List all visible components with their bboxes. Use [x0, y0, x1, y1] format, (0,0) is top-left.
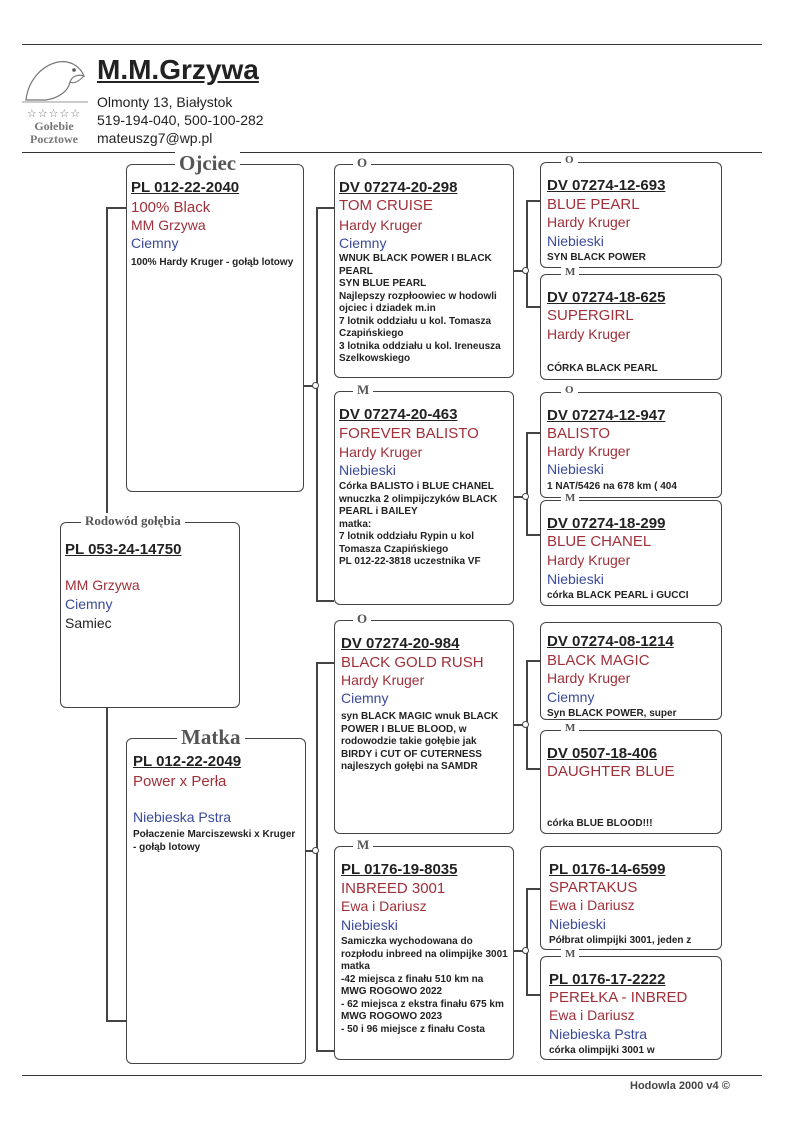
mf-name: BLACK GOLD RUSH — [341, 654, 484, 671]
mmf-color: Niebieski — [549, 916, 606, 932]
subject-card[interactable] — [60, 513, 240, 708]
logo-text-1: Gołebie — [34, 119, 74, 133]
fmf-sex-label: O — [561, 384, 578, 396]
mmm-sex-label: M — [561, 948, 579, 960]
fm-note: Córka BALISTO i BLUE CHANEL wnuczka 2 olimpijczyków BLACK PEARL i BAILEY matka: 7 lotnik oddziału Rypin u kol Tomasza Czapińskiego PL 012-22-3818 uczestnika VF — [339, 481, 498, 567]
owner-address: Olmonty 13, Białystok — [97, 94, 233, 110]
mother-name: Power x Perła — [133, 773, 227, 790]
ffm-ring: DV 07274-18-625 — [547, 289, 666, 306]
ffm-breeder: Hardy Kruger — [547, 326, 631, 342]
fff-breeder: Hardy Kruger — [547, 214, 631, 230]
connector-h — [526, 888, 540, 890]
fmf-card[interactable] — [540, 384, 722, 498]
fmf-breeder: Hardy Kruger — [547, 443, 631, 459]
fmf-color: Niebieski — [547, 461, 604, 477]
header-bottom-rule — [22, 152, 762, 153]
mfm-card[interactable] — [540, 722, 722, 834]
subject-color: Ciemny — [65, 596, 113, 612]
connector-h — [526, 534, 540, 536]
fm-sex-label: M — [353, 382, 373, 398]
mfm-ring: DV 0507-18-406 — [547, 745, 658, 762]
mf-breeder: Hardy Kruger — [341, 672, 425, 688]
connector-mother-parents — [316, 662, 318, 1050]
connector-father-h — [106, 207, 126, 209]
mmf-ring: PL 0176-14-6599 — [549, 861, 666, 878]
connector-h — [526, 306, 540, 308]
ffm-sex-label: M — [561, 266, 579, 278]
fm-ring: DV 07274-20-463 — [339, 406, 458, 423]
ff-sex-label: O — [353, 155, 371, 171]
father-note: 100% Hardy Kruger - gołąb lotowy — [131, 257, 294, 268]
father-name: 100% Black — [131, 199, 211, 216]
mmf-note: Półbrat olimpijki 3001, jeden z — [549, 935, 692, 946]
father-color: Ciemny — [131, 235, 179, 251]
mmm-card[interactable] — [540, 948, 722, 1060]
mmf-card[interactable] — [540, 846, 722, 950]
ff-card[interactable] — [334, 155, 514, 378]
connector-father — [106, 207, 108, 517]
father-card[interactable] — [126, 151, 304, 492]
mmf-name: SPARTAKUS — [549, 879, 638, 896]
fff-note: SYN BLACK POWER — [547, 252, 646, 263]
connector-fm-parents — [526, 432, 528, 534]
connector-mother-h — [106, 1020, 126, 1022]
mff-name: BLACK MAGIC — [547, 652, 650, 669]
subject-breeder: MM Grzywa — [65, 577, 140, 593]
fff-name: BLUE PEARL — [547, 196, 640, 213]
mff-breeder: Hardy Kruger — [547, 670, 631, 686]
father-breeder: MM Grzywa — [131, 217, 206, 233]
header-top-rule — [22, 44, 762, 45]
mf-color: Ciemny — [341, 690, 389, 706]
junction-dot — [522, 493, 529, 500]
connector-mother — [106, 708, 108, 1020]
mmf-breeder: Ewa i Dariusz — [549, 897, 635, 913]
subject-sex: Samiec — [65, 615, 112, 631]
mff-color: Ciemny — [547, 689, 595, 705]
owner-email[interactable]: mateuszg7@wp.pl — [97, 130, 213, 146]
junction-dot — [522, 947, 529, 954]
connector-mm — [316, 1050, 334, 1052]
mf-note: syn BLACK MAGIC wnuk BLACK POWER I BLUE BLOOD, w rodowodzie takie gołębie jak BIRDY i CUT OF CUTERNESS najleszych gołębi na SAMDR — [341, 711, 499, 772]
connector-ff-parents — [526, 200, 528, 306]
fff-sex-label: O — [561, 154, 578, 166]
mff-note: Syn BLACK POWER, super — [547, 708, 677, 719]
father-ring: PL 012-22-2040 — [131, 179, 240, 196]
logo-stars: ☆☆☆☆☆ — [26, 108, 82, 120]
mother-label: Matka — [177, 725, 245, 750]
mmm-breeder: Ewa i Dariusz — [549, 1007, 635, 1023]
connector-h — [526, 200, 540, 202]
ff-note: WNUK BLACK POWER I BLACK PEARL SYN BLUE PEARL Najlepszy rozpłoowiec w hodowli ojciec i dziadek m.in 7 lotnik oddziału u kol. Tomasza Czapińskiego 3 lotnika oddziału u kol. Ireneusza Szelkowskiego — [339, 253, 501, 364]
mf-card[interactable] — [334, 611, 514, 834]
connector-father-parents — [316, 207, 318, 601]
ff-ring: DV 07274-20-298 — [339, 179, 458, 196]
mfm-sex-label: M — [561, 722, 579, 734]
mmm-color: Niebieska Pstra — [549, 1026, 648, 1042]
mff-card[interactable] — [540, 622, 722, 720]
mmm-name: PEREŁKA - INBRED — [549, 989, 688, 1006]
fm-name: FOREVER BALISTO — [339, 425, 479, 442]
junction-dot — [312, 382, 319, 389]
ff-breeder: Hardy Kruger — [339, 217, 423, 233]
ffm-note: CÓRKA BLACK PEARL — [547, 363, 658, 374]
mm-note: Samiczka wychodowana do rozpłodu inbreed na olimpijke 3001 matka -42 miejsca z finału 510 km na MWG ROGOWO 2022 - 62 miejsca z ekstra finału 675 km MWG ROGOWO 2023 - 50 i 96 miejsce z finału Costa — [341, 936, 508, 1035]
mother-card[interactable] — [126, 725, 306, 1064]
owner-name: M.M.Grzywa — [97, 54, 259, 85]
logo-text-2: Pocztowe — [30, 132, 78, 146]
mfm-note: córka BLUE BLOOD!!! — [547, 818, 653, 829]
subject-ring: PL 053-24-14750 — [65, 541, 182, 558]
fmm-name: BLUE CHANEL — [547, 533, 652, 550]
fmf-name: BALISTO — [547, 425, 611, 442]
connector-h — [526, 660, 540, 662]
mm-card[interactable] — [334, 837, 514, 1060]
junction-dot — [522, 721, 529, 728]
mf-sex-label: O — [353, 611, 371, 627]
connector-h — [526, 768, 540, 770]
junction-dot — [522, 267, 529, 274]
fm-breeder: Hardy Kruger — [339, 444, 423, 460]
fmm-card[interactable] — [540, 492, 722, 606]
footer-software: Hodowla 2000 v4 © — [630, 1080, 730, 1092]
fmm-ring: DV 07274-18-299 — [547, 515, 666, 532]
mm-breeder: Ewa i Dariusz — [341, 898, 427, 914]
fmm-sex-label: M — [561, 492, 579, 504]
fm-card[interactable] — [334, 382, 514, 605]
mf-ring: DV 07274-20-984 — [341, 635, 460, 652]
pedigree-label: Rodowód gołębia — [81, 513, 185, 529]
connector-mm-parents — [526, 888, 528, 994]
connector-mf — [316, 662, 334, 664]
mfm-name: DAUGHTER BLUE — [547, 763, 675, 780]
mm-color: Niebieski — [341, 917, 398, 933]
fff-color: Niebieski — [547, 233, 604, 249]
mother-color: Niebieska Pstra — [133, 809, 232, 825]
ff-name: TOM CRUISE — [339, 197, 433, 214]
mm-name: INBREED 3001 — [341, 880, 446, 897]
logo — [18, 52, 90, 148]
pigeon-logo-icon — [18, 52, 90, 104]
mm-ring: PL 0176-19-8035 — [341, 861, 458, 878]
fmm-color: Niebieski — [547, 571, 604, 587]
mm-sex-label: M — [353, 837, 373, 853]
mother-ring: PL 012-22-2049 — [133, 753, 242, 770]
mmm-ring: PL 0176-17-2222 — [549, 971, 666, 988]
fm-color: Niebieski — [339, 462, 396, 478]
connector-mf-parents — [526, 660, 528, 768]
mother-note: Połaczenie Marciszewski x Kruger - gołąb lotowy — [133, 829, 296, 853]
ff-color: Ciemny — [339, 235, 387, 251]
ffm-name: SUPERGIRL — [547, 307, 634, 324]
ffm-card[interactable] — [540, 266, 722, 380]
fmf-note: 1 NAT/5426 na 678 km ( 404 — [547, 481, 677, 492]
connector-ff — [316, 207, 334, 209]
fmf-ring: DV 07274-12-947 — [547, 407, 666, 424]
connector-h — [526, 432, 540, 434]
father-label: Ojciec — [175, 151, 240, 176]
footer-rule — [22, 1075, 762, 1076]
mmm-note: córka olimpijki 3001 w — [549, 1045, 655, 1056]
fmm-note: córka BLACK PEARL i GUCCI — [547, 590, 689, 601]
junction-dot — [312, 847, 319, 854]
connector-fm — [316, 600, 334, 602]
connector-h — [526, 994, 540, 996]
owner-phones: 519-194-040, 500-100-282 — [97, 112, 264, 128]
fff-card[interactable] — [540, 154, 722, 268]
mff-ring: DV 07274-08-1214 — [547, 633, 674, 650]
fff-ring: DV 07274-12-693 — [547, 177, 666, 194]
fmm-breeder: Hardy Kruger — [547, 552, 631, 568]
